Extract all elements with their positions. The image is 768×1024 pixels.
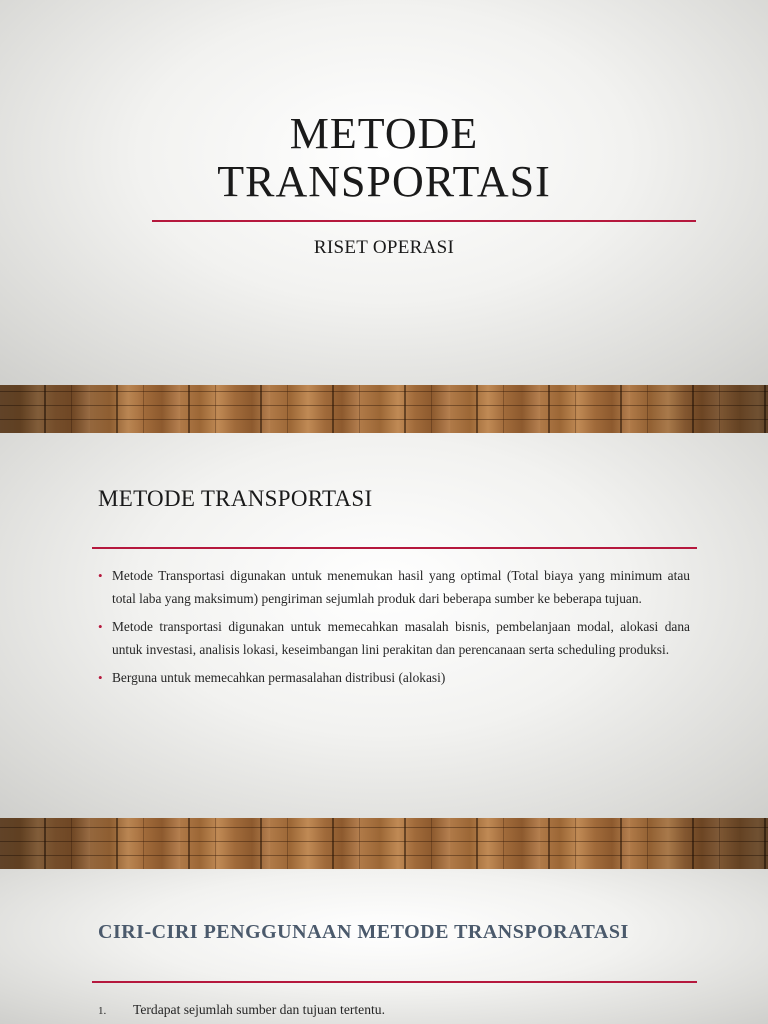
slide-heading: CIRI-CIRI PENGGUNAAN METODE TRANSPORATASI xyxy=(98,921,629,943)
list-item-text: Terdapat sejumlah sumber dan tujuan tertentu. xyxy=(133,1002,385,1017)
wood-floor xyxy=(0,385,768,433)
list-item xyxy=(98,616,690,661)
list-item xyxy=(98,667,690,690)
bullet-text: Metode transportasi digunakan untuk memecahkan masalah bisnis, pembelanjaan modal, alokasi dana untuk investasi, analisis lokasi, keseimbangan lini perakitan dan perencanaan serta scheduling produksi. xyxy=(112,619,690,657)
slide-title-line-2: TRANSPORTASI xyxy=(217,157,551,206)
content-slide-ciri-ciri xyxy=(0,869,768,1024)
content-slide-metode xyxy=(0,433,768,869)
slide-subtitle: RISET OPERASI xyxy=(313,237,455,258)
heading-divider xyxy=(92,547,697,549)
numbered-list xyxy=(98,1000,385,1020)
bullet-marker: • xyxy=(98,568,103,583)
title-divider xyxy=(152,220,696,222)
wood-floor xyxy=(0,818,768,869)
title-slide xyxy=(0,0,768,433)
bullet-list xyxy=(98,565,690,696)
list-item xyxy=(98,1000,385,1020)
bullet-text: Berguna untuk memecahkan permasalahan distribusi (alokasi) xyxy=(112,670,446,685)
bullet-marker: • xyxy=(98,670,103,685)
bullet-text: Metode Transportasi digunakan untuk menemukan hasil yang optimal (Total biaya yang minimum atau total laba yang maksimum) pengiriman sejumlah produk dari beberapa sumber ke beberapa tujuan. xyxy=(112,568,690,606)
slide-heading: METODE TRANSPORTASI xyxy=(98,486,373,511)
slide-title-line-1: METODE xyxy=(289,109,479,158)
heading-divider xyxy=(92,981,697,983)
bullet-marker: • xyxy=(98,619,103,634)
list-number: 1. xyxy=(98,1005,107,1017)
list-item xyxy=(98,565,690,610)
slide-title xyxy=(0,110,768,206)
